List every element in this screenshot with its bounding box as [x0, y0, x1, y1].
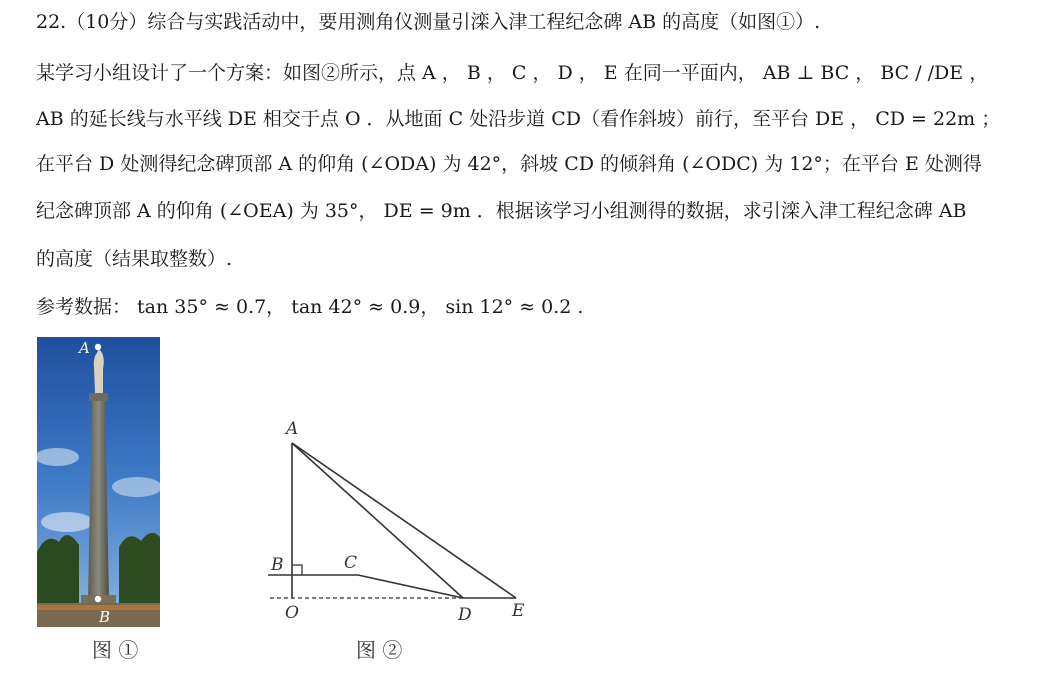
cloud: [112, 477, 160, 497]
photo-label-a: A: [79, 339, 90, 357]
trees-left: [37, 535, 79, 607]
cloud: [37, 448, 79, 466]
problem-line-6: 的高度（结果取整数）.: [36, 248, 233, 270]
problem-line-7: 参考数据： tan 35° ≈ 0.7， tan 42° ≈ 0.9， sin 12° ≈ 0.2 .: [36, 296, 584, 318]
problem-line-1: 22.（10分）综合与实践活动中，要用测角仪测量引滦入津工程纪念碑 AB 的高度（如图①）.: [36, 11, 821, 33]
problem-line-2: 某学习小组设计了一个方案：如图②所示，点 A ， B ， C ， D ， E 在同一平面内， AB ⊥ BC ， BC / /DE ，: [36, 62, 989, 84]
problem-line-5: 纪念碑顶部 A 的仰角 (∠OEA) 为 35°， DE = 9m ．根据该学习小组测得的数据，求引滦入津工程纪念碑 AB: [36, 200, 967, 222]
right-angle-mark: [292, 565, 302, 575]
statue: [94, 350, 104, 393]
trees-right: [119, 533, 160, 607]
label-b: B: [271, 555, 284, 575]
label-d: D: [458, 605, 472, 625]
problem-line-4: 在平台 D 处测得纪念碑顶部 A 的仰角 (∠ODA) 为 42°，斜坡 CD 的倾斜角 (∠ODC) 为 12°；在平台 E 处测得: [36, 153, 982, 175]
monument-photo: [37, 337, 160, 627]
label-a: A: [286, 419, 299, 439]
problem-line-3: AB 的延长线与水平线 DE 相交于点 O ．从地面 C 处沿步道 CD（看作斜坡）前行，至平台 DE ， CD = 22m ；: [36, 108, 1001, 130]
photo-label-b: B: [99, 608, 111, 626]
geometry-diagram: [258, 412, 548, 630]
figure1-caption: 图 ①: [92, 638, 139, 662]
label-o: O: [285, 603, 299, 623]
pillar-cap: [89, 393, 108, 401]
point-a-dot: [95, 344, 101, 350]
point-b-dot: [95, 596, 101, 602]
segment-cd: [358, 575, 463, 598]
figure2-caption: 图 ②: [356, 638, 403, 662]
cloud: [41, 512, 93, 532]
label-e: E: [512, 601, 525, 621]
label-c: C: [344, 553, 358, 573]
